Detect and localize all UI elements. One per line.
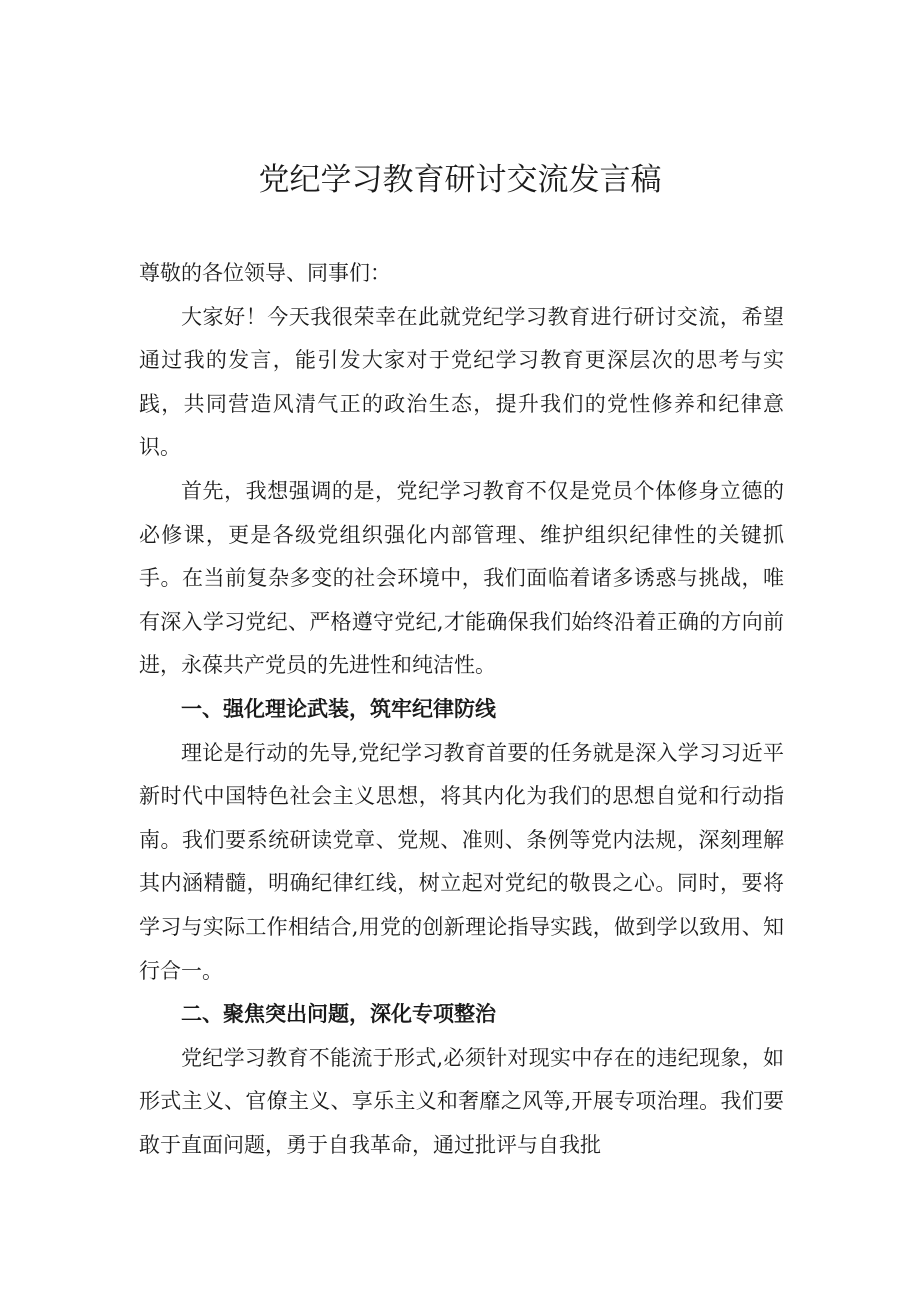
paragraph-first-point: 首先，我想强调的是，党纪学习教育不仅是党员个体修身立德的必修课，更是各级党组织强化内部管理、维护组织纪律性的关键抓手。在当前复杂多变的社会环境中，我们面临着诸多诱惑与挑战，唯有深入学习党纪、严格遵守党纪,才能确保我们始终沿着正确的方向前进，永葆共产党员的先进性和纯洁性。 <box>139 478 784 678</box>
document-body <box>139 252 784 1167</box>
section-heading-2: 二、聚焦突出问题，深化专项整治 <box>181 1002 496 1027</box>
section-text-2: 党纪学习教育不能流于形式,必须针对现实中存在的违纪现象，如形式主义、官僚主义、享乐主义和奢靡之风等,开展专项治理。我们要敢于直面问题，勇于自我革命，通过批评与自我批 <box>139 1045 784 1157</box>
section-text-1: 理论是行动的先导,党纪学习教育首要的任务就是深入学习习近平新时代中国特色社会主义思想，将其内化为我们的思想自觉和行动指南。我们要系统研读党章、党规、准则、条例等党内法规，深刻理解其内涵精髓，明确纪律红线，树立起对党纪的敬畏之心。同时，要将学习与实际工作相结合,用党的创新理论指导实践，做到学以致用、知行合一。 <box>139 740 784 983</box>
salutation: 尊敬的各位领导、同事们： <box>139 261 391 285</box>
section-heading-1: 一、强化理论武装，筑牢纪律防线 <box>181 696 496 721</box>
paragraph-greeting: 大家好！今天我很荣幸在此就党纪学习教育进行研讨交流，希望通过我的发言，能引发大家对于党纪学习教育更深层次的思考与实践，共同营造风清气正的政治生态，提升我们的党性修养和纪律意识。 <box>139 304 784 460</box>
document-title: 党纪学习教育研讨交流发言稿 <box>258 162 662 198</box>
